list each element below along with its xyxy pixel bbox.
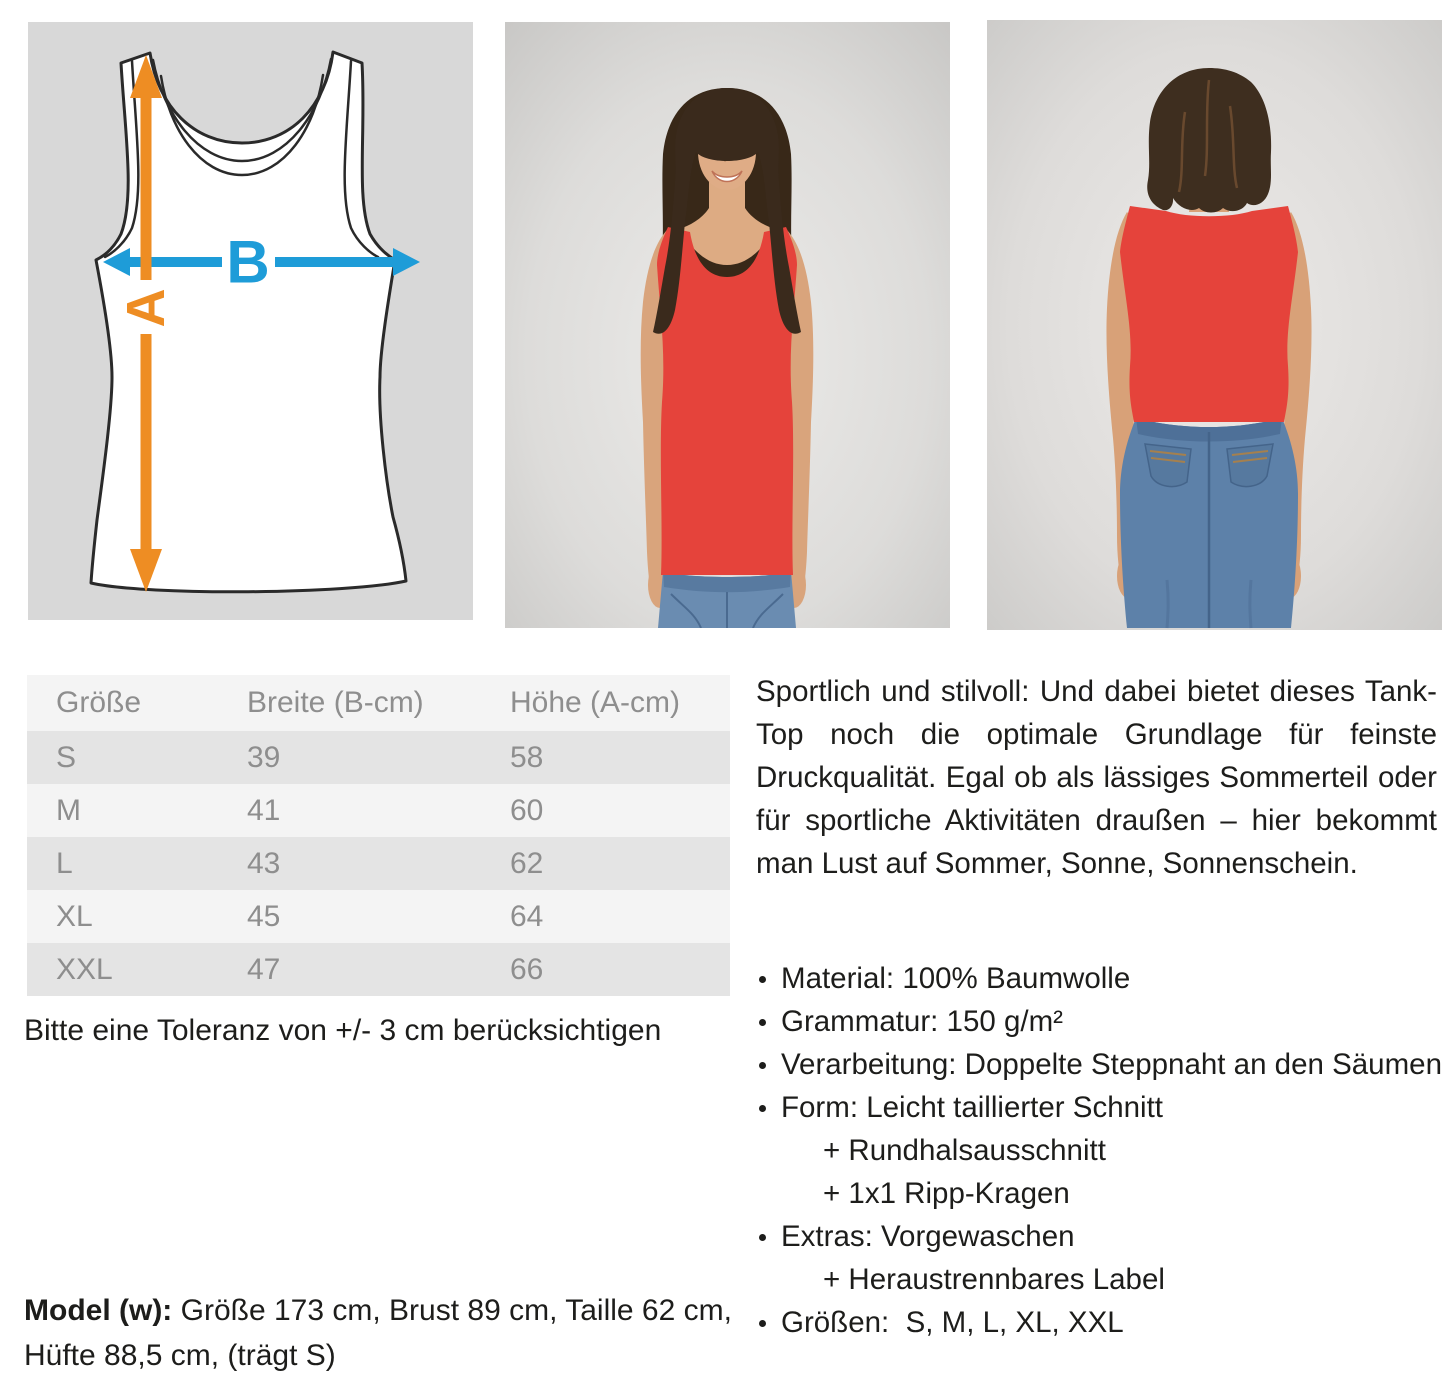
feature-item: Material: 100% Baumwolle [757, 957, 1449, 1000]
table-row: L 43 62 [27, 837, 730, 890]
feature-item: Verarbeitung: Doppelte Steppnaht an den Säumen [757, 1043, 1449, 1086]
model-info-label: Model (w): [24, 1294, 173, 1327]
feature-subitem: + Heraustrennbares Label [823, 1263, 1165, 1296]
col-groesse: Größe [27, 675, 246, 731]
feature-item: Größen: S, M, L, XL, XXL [757, 1301, 1449, 1344]
tank-top-measurement-diagram [28, 22, 473, 620]
back-photo-illustration [987, 20, 1442, 630]
model-photo-front [505, 22, 950, 628]
product-description: Sportlich und stilvoll: Und dabei bietet dieses Tank-Top noch die optimale Grundlage für feinste Druckqualität. Egal ob als lässiges Sommerteil oder für sportliche Aktivitäten draußen – hier bekommt man Lust auf Sommer, Sonne, Sonnenschein. [756, 675, 1437, 880]
feature-item: Extras: Vorgewaschen [757, 1215, 1449, 1258]
table-row: XXL 47 66 [27, 943, 730, 996]
model-info-line2: Hüfte 88,5 cm, (trägt S) [24, 1339, 336, 1372]
feature-subitem: + 1x1 Ripp-Kragen [823, 1177, 1070, 1210]
feature-item: Grammatur: 150 g/m² [757, 1000, 1449, 1043]
label-a: A [116, 288, 176, 328]
label-b: B [226, 228, 270, 296]
model-photo-back [987, 20, 1442, 630]
front-photo-illustration [505, 22, 950, 628]
table-row: M 41 60 [27, 784, 730, 837]
size-table-header [27, 675, 730, 731]
model-info-line1: Größe 173 cm, Brust 89 cm, Taille 62 cm, [172, 1294, 732, 1327]
col-hoehe: Höhe (A-cm) [509, 675, 730, 731]
back-tank-top [1120, 206, 1298, 422]
back-jeans [1120, 418, 1298, 628]
model-info [24, 1288, 744, 1378]
size-table [27, 675, 730, 996]
table-row: S 39 58 [27, 731, 730, 784]
col-breite: Breite (B-cm) [246, 675, 509, 731]
feature-list [757, 957, 1449, 1344]
tolerance-note: Bitte eine Toleranz von +/- 3 cm berücksichtigen [24, 1014, 662, 1047]
back-hair [1147, 68, 1271, 213]
feature-subitem: + Rundhalsausschnitt [823, 1134, 1106, 1167]
measurement-diagram-panel [28, 22, 473, 620]
front-jeans [658, 571, 796, 628]
feature-item: Form: Leicht taillierter Schnitt [757, 1086, 1449, 1129]
table-row: XL 45 64 [27, 890, 730, 943]
